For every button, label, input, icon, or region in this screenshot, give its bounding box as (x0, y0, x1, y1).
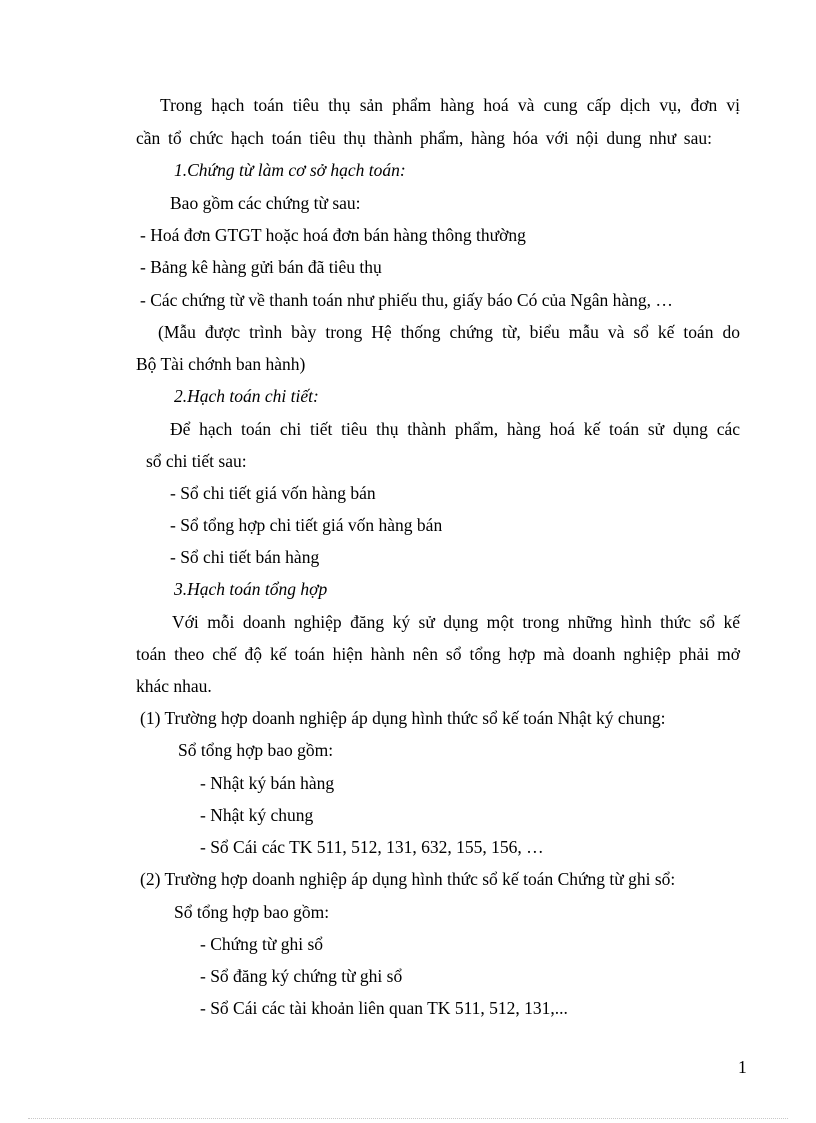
case-1-item-so-cai: - Sổ Cái các TK 511, 512, 131, 632, 155, 156, … (200, 837, 544, 857)
list-item-ban-hang: - Sổ chi tiết bán hàng (170, 547, 320, 567)
case-2-item-dang-ky: - Sổ đăng ký chứng từ ghi sổ (200, 966, 403, 986)
list-item-hoa-don: - Hoá đơn GTGT hoặc hoá đơn bán hàng thông thường (140, 225, 526, 245)
list-item-tong-hop-gia-von: - Sổ tổng hợp chi tiết giá vốn hàng bán (170, 515, 443, 535)
paragraph-tong-hop-line-1: Với mỗi doanh nghiệp đăng ký sử dụng một trong những hình thức sổ kế (172, 612, 740, 632)
case-2-item-so-cai: - Sổ Cái các tài khoản liên quan TK 511, 512, 131,... (200, 998, 568, 1018)
list-item-gia-von: - Sổ chi tiết giá vốn hàng bán (170, 483, 376, 503)
section-heading-chi-tiet: 2.Hạch toán chi tiết: (174, 386, 319, 406)
paragraph-chi-tiet-line-1: Để hạch toán chi tiết tiêu thụ thành phẩm, hàng hoá kế toán sử dụng các (170, 419, 740, 439)
case-2-item-chung-tu-ghi-so: - Chứng từ ghi sổ (200, 934, 324, 954)
paragraph-chi-tiet-line-2: sổ chi tiết sau: (146, 451, 247, 471)
footer-divider (28, 1118, 788, 1119)
case-1-item-nhat-ky-chung: - Nhật ký chung (200, 805, 314, 825)
case-1-item-nhat-ky-ban-hang: - Nhật ký bán hàng (200, 773, 335, 793)
case-2-heading: (2) Trường hợp doanh nghiệp áp dụng hình thức sổ kế toán Chứng từ ghi sổ: (140, 869, 676, 889)
page-number: 1 (738, 1057, 747, 1077)
section-heading-chung-tu: 1.Chứng từ làm cơ sở hạch toán: (174, 160, 406, 180)
paragraph-intro-line-2: cần tổ chức hạch toán tiêu thụ thành phẩm, hàng hóa với nội dung như sau: (136, 128, 712, 148)
section-heading-tong-hop: 3.Hạch toán tổng hợp (174, 579, 328, 599)
paragraph-tong-hop-line-2: toán theo chế độ kế toán hiện hành nên sổ tổng hợp mà doanh nghiệp phải mở (136, 644, 740, 664)
list-item-bang-ke: - Bảng kê hàng gửi bán đã tiêu thụ (140, 257, 382, 277)
case-1-subheading: Sổ tổng hợp bao gồm: (178, 740, 334, 760)
paragraph-bao-gom: Bao gồm các chứng từ sau: (170, 193, 361, 213)
list-item-thanh-toan: - Các chứng từ về thanh toán như phiếu thu, giấy báo Có của Ngân hàng, … (140, 290, 673, 310)
paragraph-mau-line-2: Bộ Tài chớnh ban hành) (136, 354, 306, 374)
case-1-heading: (1) Trường hợp doanh nghiệp áp dụng hình thức sổ kế toán Nhật ký chung: (140, 708, 666, 728)
case-2-subheading: Sổ tổng hợp bao gồm: (174, 902, 330, 922)
paragraph-tong-hop-line-3: khác nhau. (136, 676, 212, 696)
paragraph-mau-line-1: (Mẫu được trình bày trong Hệ thống chứng từ, biểu mẫu và sổ kế toán do (158, 322, 740, 342)
paragraph-intro-line-1: Trong hạch toán tiêu thụ sản phẩm hàng hoá và cung cấp dịch vụ, đơn vị (160, 95, 740, 115)
